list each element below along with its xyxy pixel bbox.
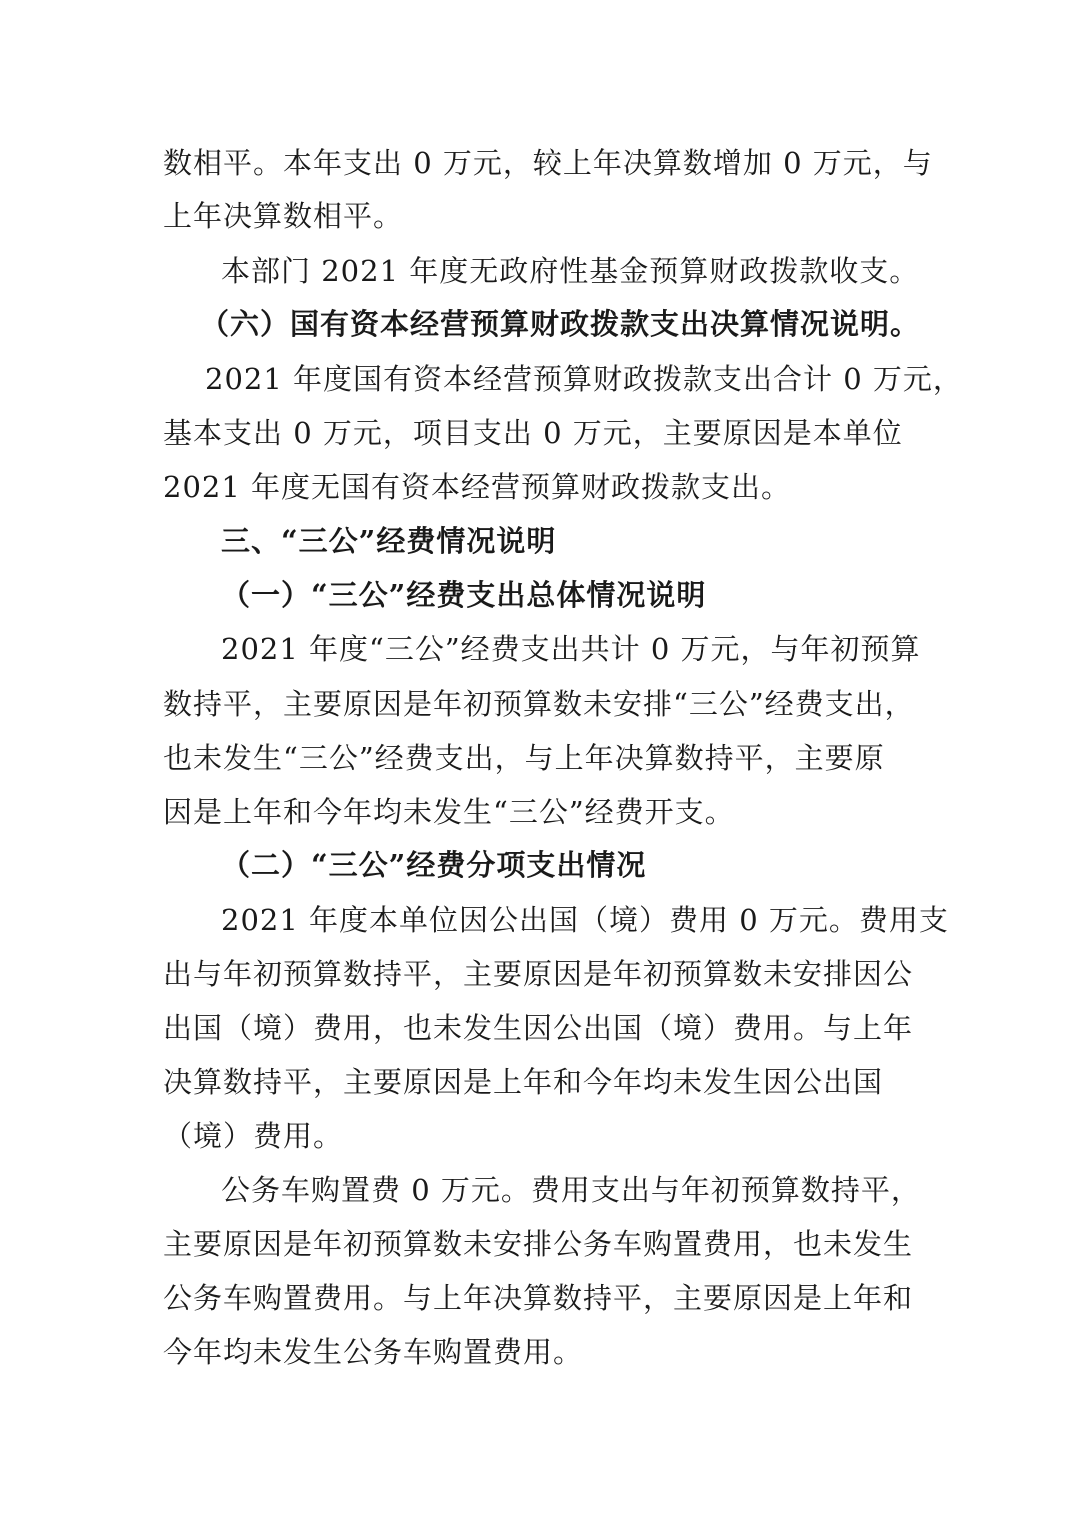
body-text-line: 也未发生“三公”经费支出，与上年决算数持平，主要原: [163, 741, 885, 775]
body-text-line: 出国（境）费用，也未发生因公出国（境）费用。与上年: [163, 1011, 914, 1045]
body-text-line: 数持平，主要原因是年初预算数未安排“三公”经费支出，: [163, 687, 915, 721]
body-text-line: 2021 年度无国有资本经营预算财政拨款支出。: [163, 470, 792, 504]
body-text-line: （境）费用。: [163, 1119, 344, 1153]
section-heading-two: （二）“三公”经费分项支出情况: [221, 848, 647, 882]
body-text-line: 上年决算数相平。: [163, 199, 404, 233]
section-heading-six: （六）国有资本经营预算财政拨款支出决算情况说明。: [200, 307, 921, 341]
section-heading-one: （一）“三公”经费支出总体情况说明: [221, 578, 707, 612]
body-text-line: 2021 年度国有资本经营预算财政拨款支出合计 0 万元，: [205, 362, 963, 396]
body-text-line: 2021 年度本单位因公出国（境）费用 0 万元。费用支: [221, 903, 949, 937]
body-text-line: 2021 年度“三公”经费支出共计 0 万元，与年初预算: [221, 632, 921, 666]
body-text-line: 公务车购置费 0 万元。费用支出与年初预算数持平，: [221, 1173, 921, 1207]
body-text-line: 决算数持平，主要原因是上年和今年均未发生因公出国: [163, 1065, 884, 1099]
body-text-line: 基本支出 0 万元，项目支出 0 万元，主要原因是本单位: [163, 416, 903, 450]
body-text-line: 本部门 2021 年度无政府性基金预算财政拨款收支。: [221, 254, 920, 288]
body-text-line: 因是上年和今年均未发生“三公”经费开支。: [163, 795, 735, 829]
body-text-line: 主要原因是年初预算数未安排公务车购置费用，也未发生: [163, 1227, 914, 1261]
body-text-line: 数相平。本年支出 0 万元，较上年决算数增加 0 万元，与: [163, 146, 933, 180]
chapter-heading-three: 三、“三公”经费情况说明: [221, 524, 557, 558]
body-text-line: 出与年初预算数持平，主要原因是年初预算数未安排因公: [163, 957, 914, 991]
body-text-line: 公务车购置费用。与上年决算数持平，主要原因是上年和: [163, 1281, 914, 1315]
body-text-line: 今年均未发生公务车购置费用。: [163, 1335, 584, 1369]
